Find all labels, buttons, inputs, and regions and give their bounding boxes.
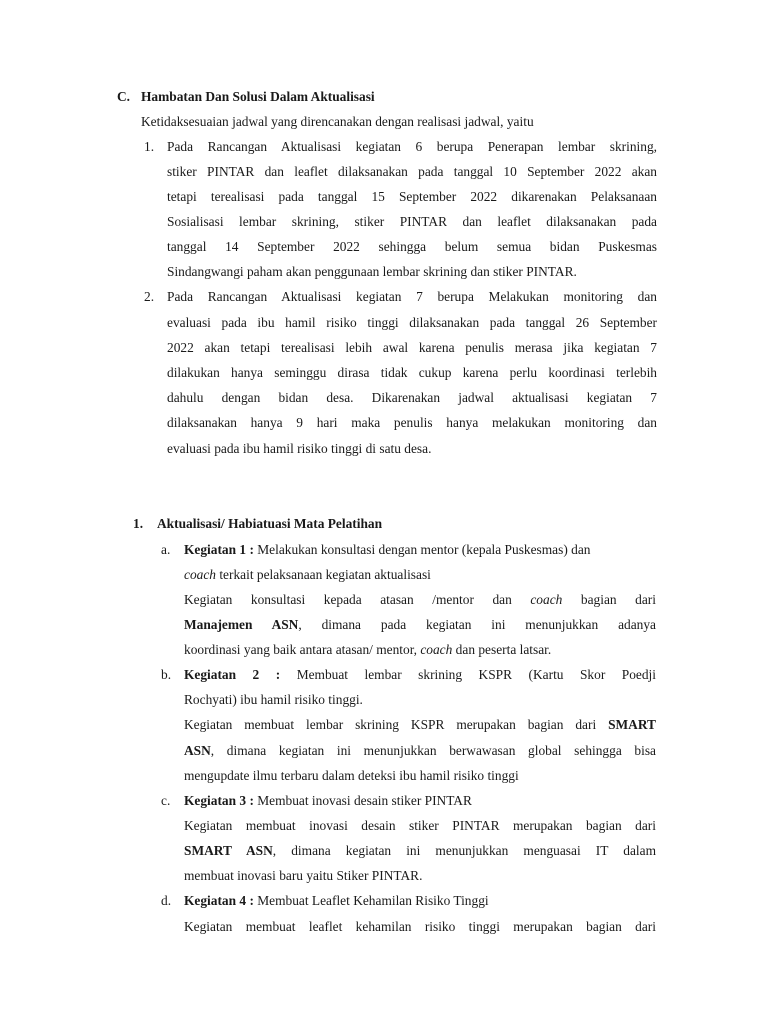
paragraph-line: evaluasi pada ibu hamil risiko tinggi dilaksanakan pada tanggal 26 September xyxy=(167,315,657,330)
kegiatan-3-line xyxy=(184,792,472,810)
paragraph-line: dilakukan hanya seminggu dirasa tidak cukup karena perlu koordinasi terlebih xyxy=(167,365,657,380)
paragraph-line: dilaksanakan hanya 9 hari maka penulis hanya melakukan monitoring dan xyxy=(167,415,657,430)
paragraph-line xyxy=(184,591,656,609)
paragraph-line xyxy=(184,742,656,760)
text-run: dan peserta latsar. xyxy=(452,642,552,657)
paragraph-line xyxy=(184,716,656,734)
paragraph-line: dahulu dengan bidan desa. Dikarenakan jadwal aktualisasi kegiatan 7 xyxy=(167,390,657,405)
kegiatan-label: Kegiatan 4 : xyxy=(184,893,254,908)
italic-term: coach xyxy=(530,592,563,607)
sublist-marker: b. xyxy=(161,667,172,682)
text-run: bagian dari xyxy=(580,592,656,607)
paragraph-line xyxy=(184,616,656,634)
list-item-marker: 2. xyxy=(144,289,155,304)
italic-term: coach xyxy=(184,567,216,582)
sublist-marker: a. xyxy=(161,542,171,557)
text-run: Kegiatan konsultasi kepada atasan /mentor dan xyxy=(184,592,512,607)
text-run: , dimana kegiatan ini menunjukkan berwawasan global sehingga bisa xyxy=(210,743,656,758)
section-1-heading: Aktualisasi/ Habiatuasi Mata Pelatihan xyxy=(157,516,383,531)
paragraph-line: mengupdate ilmu terbaru dalam deteksi ibu hamil risiko tinggi xyxy=(184,768,519,783)
text-run: Melakukan konsultasi dengan mentor (kepala Puskesmas) dan xyxy=(253,542,591,557)
paragraph-line: evaluasi pada ibu hamil risiko tinggi di satu desa. xyxy=(167,441,432,456)
paragraph-line xyxy=(184,842,656,860)
paragraph-line: 2022 akan tetapi terealisasi lebih awal karena penulis merasa jika kegiatan 7 xyxy=(167,340,657,355)
paragraph-line: Kegiatan membuat inovasi desain stiker PINTAR merupakan bagian dari xyxy=(184,818,656,833)
paragraph-line: membuat inovasi baru yaitu Stiker PINTAR. xyxy=(184,868,423,883)
kegiatan-label: Kegiatan 3 : xyxy=(184,793,254,808)
paragraph-line: Kegiatan membuat leaflet kehamilan risiko tinggi merupakan bagian dari xyxy=(184,919,656,934)
paragraph-line: tanggal 14 September 2022 sehingga belum semua bidan Puskesmas xyxy=(167,239,657,254)
text-run: Membuat lembar skrining KSPR (Kartu Skor Poedji xyxy=(296,667,656,682)
section-c-heading: Hambatan Dan Solusi Dalam Aktualisasi xyxy=(141,89,375,104)
section-c-marker: C. xyxy=(117,89,131,104)
text-run: Membuat inovasi desain stiker PINTAR xyxy=(253,793,472,808)
text-run: Kegiatan membuat lembar skrining KSPR merupakan bagian dari xyxy=(184,717,597,732)
kegiatan-4-line xyxy=(184,892,489,910)
paragraph-line: Rochyati) ibu hamil risiko tinggi. xyxy=(184,692,363,707)
section-c-intro: Ketidaksesuaian jadwal yang direncanakan dengan realisasi jadwal, yaitu xyxy=(141,114,534,129)
paragraph-line xyxy=(184,641,551,659)
kegiatan-1-line xyxy=(184,541,590,559)
kegiatan-label: Kegiatan 2 : xyxy=(184,667,281,682)
paragraph-line xyxy=(184,566,431,584)
text-run: , dimana kegiatan ini menunjukkan menguasai IT dalam xyxy=(272,843,656,858)
kegiatan-2-line xyxy=(184,666,656,684)
paragraph-line: tetapi terealisasi pada tanggal 15 September 2022 dikarenakan Pelaksanaan xyxy=(167,189,657,204)
paragraph-line: Pada Rancangan Aktualisasi kegiatan 6 berupa Penerapan lembar skrining, xyxy=(167,139,657,154)
bold-term: SMART ASN xyxy=(184,843,273,858)
bold-term: SMART xyxy=(608,717,656,732)
sublist-marker: d. xyxy=(161,893,172,908)
paragraph-line: Pada Rancangan Aktualisasi kegiatan 7 berupa Melakukan monitoring dan xyxy=(167,289,657,304)
text-run: terkait pelaksanaan kegiatan aktualisasi xyxy=(215,567,431,582)
text-run: , dimana pada kegiatan ini menunjukkan adanya xyxy=(298,617,656,632)
text-run: Membuat Leaflet Kehamilan Risiko Tinggi xyxy=(253,893,489,908)
paragraph-line: Sosialisasi lembar skrining, stiker PINTAR dan leaflet dilaksanakan pada xyxy=(167,214,657,229)
section-1-marker: 1. xyxy=(133,516,144,531)
kegiatan-label: Kegiatan 1 : xyxy=(184,542,254,557)
list-item-marker: 1. xyxy=(144,139,155,154)
sublist-marker: c. xyxy=(161,793,171,808)
paragraph-line: stiker PINTAR dan leaflet dilaksanakan pada tanggal 10 September 2022 akan xyxy=(167,164,657,179)
bold-term: ASN xyxy=(184,743,211,758)
italic-term: coach xyxy=(420,642,453,657)
bold-term: Manajemen ASN xyxy=(184,617,299,632)
text-run: koordinasi yang baik antara atasan/ mentor, xyxy=(184,642,417,657)
paragraph-line: Sindangwangi paham akan penggunaan lembar skrining dan stiker PINTAR. xyxy=(167,264,577,279)
